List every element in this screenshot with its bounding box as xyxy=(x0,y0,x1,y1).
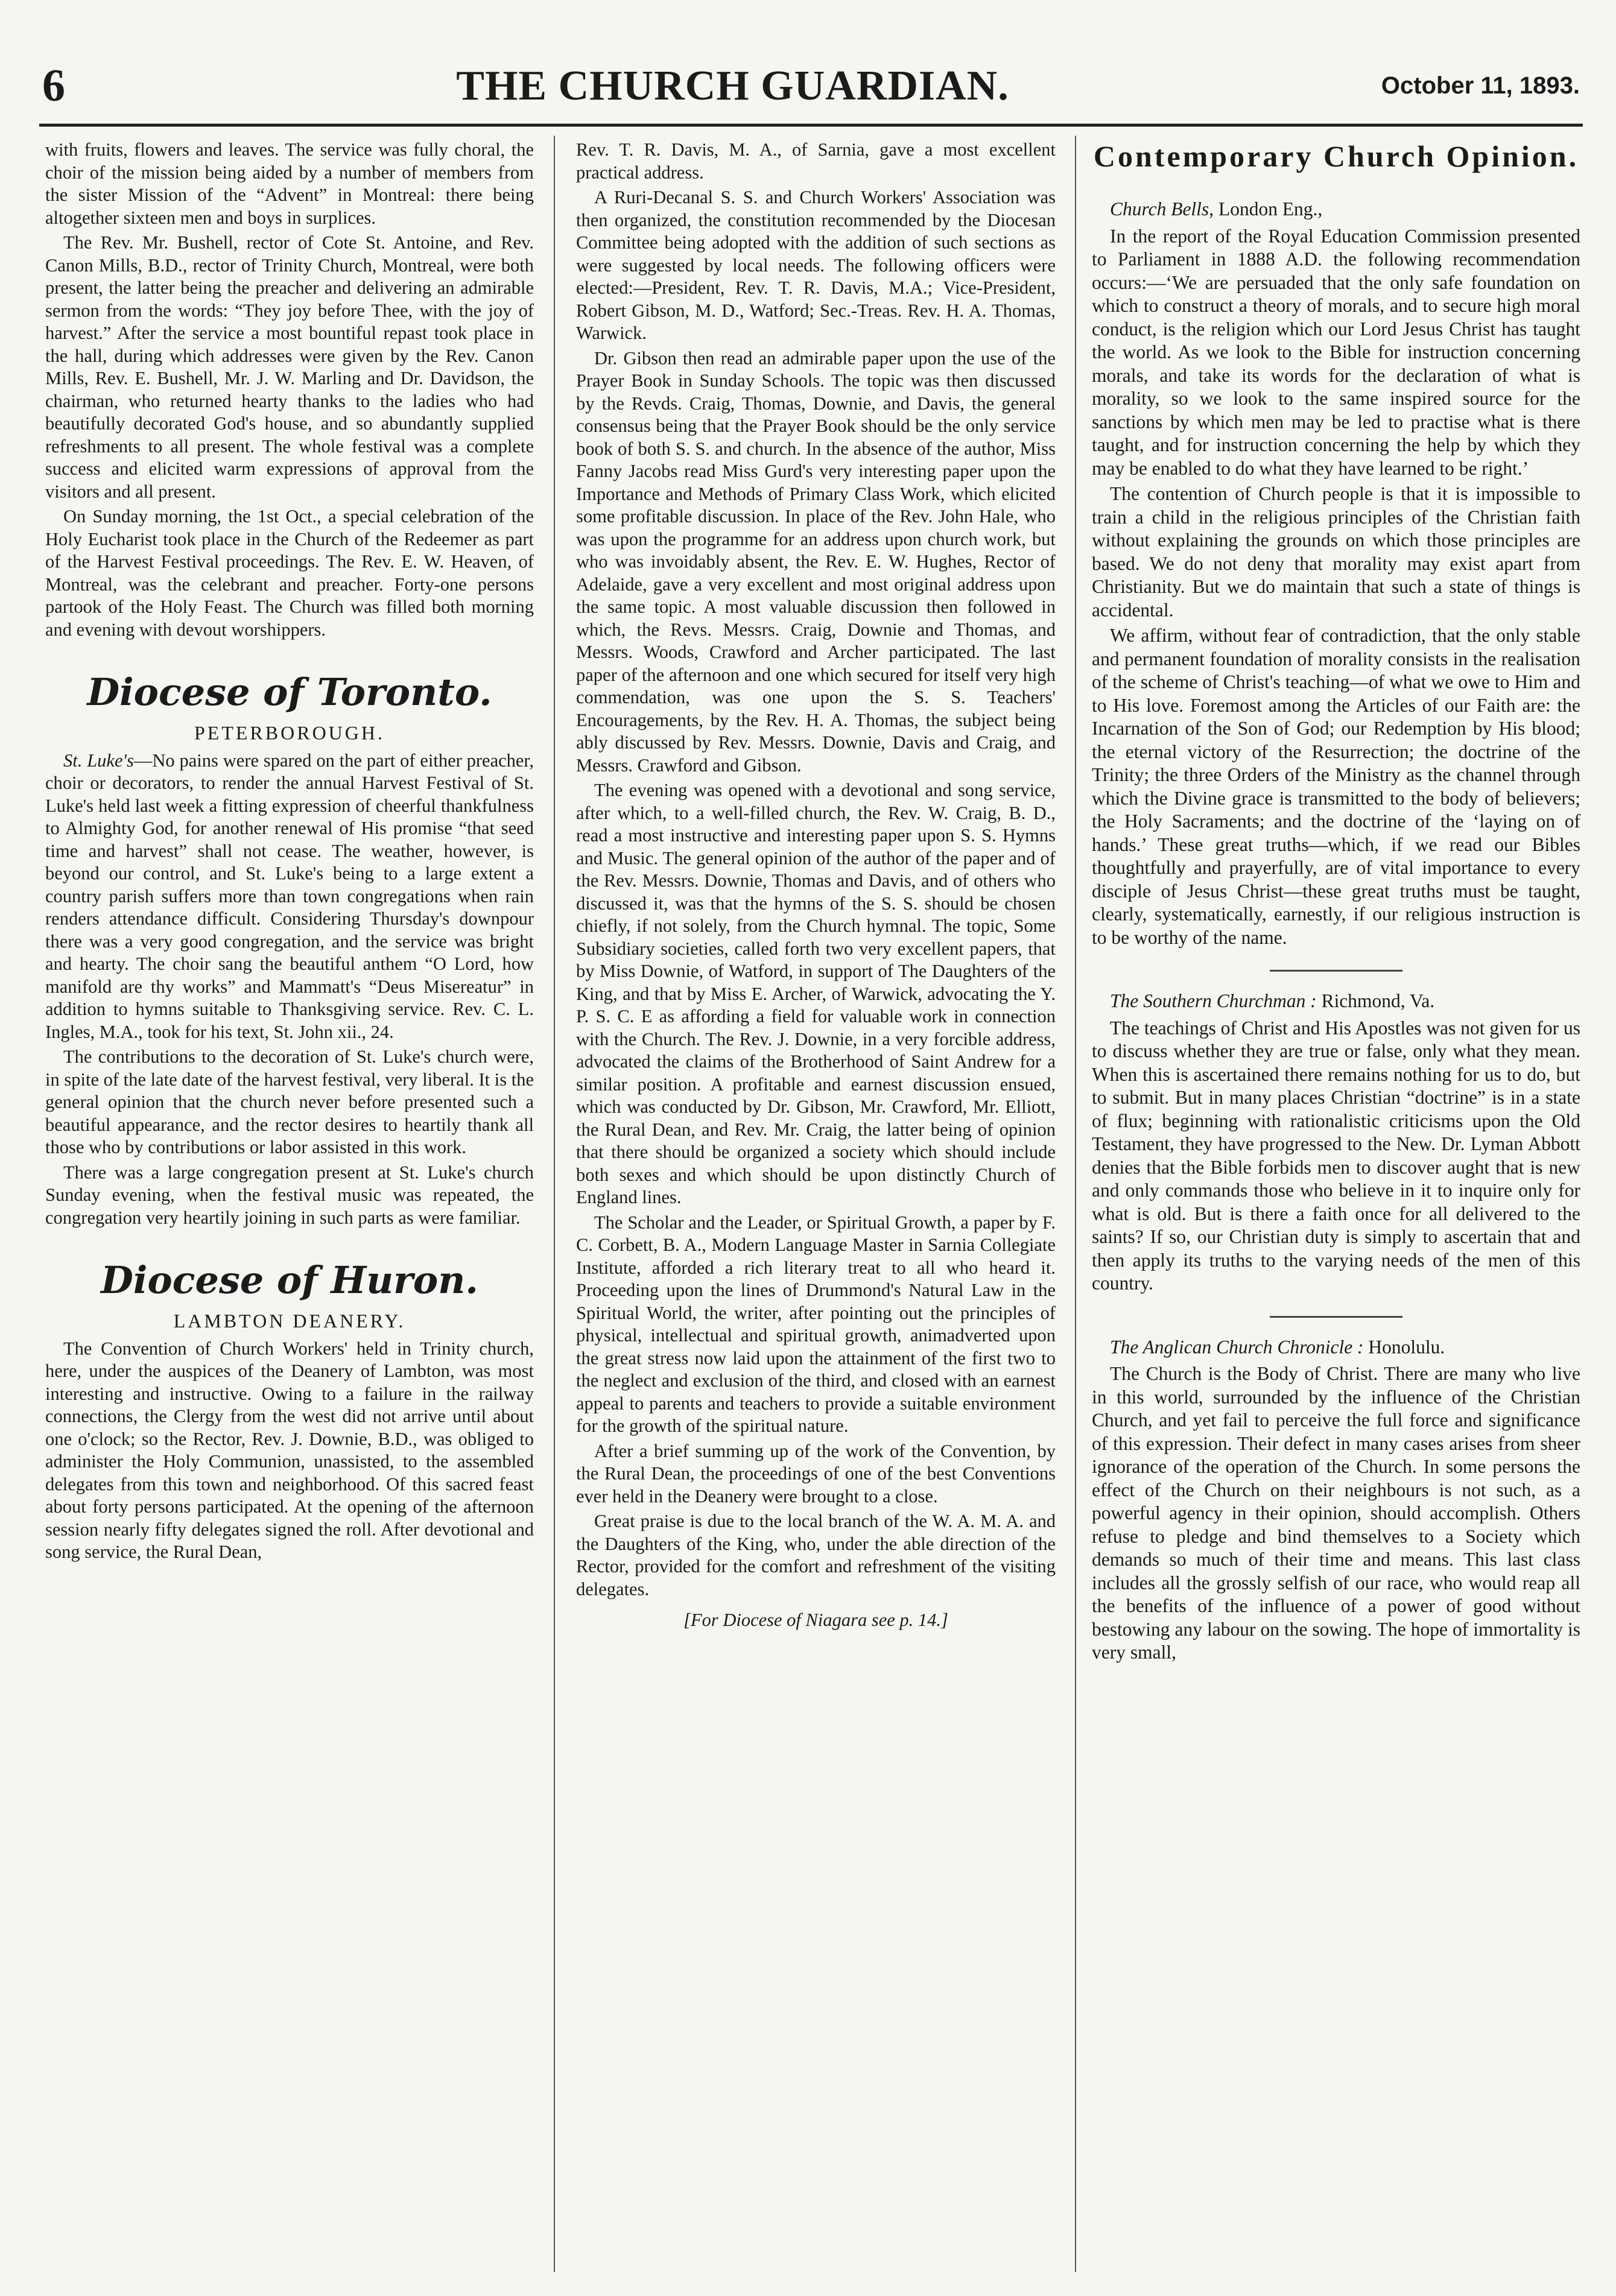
column-divider xyxy=(1075,136,1076,2272)
article-paragraph: Rev. T. R. Davis, M. A., of Sarnia, gave a most excellent practical address. xyxy=(576,139,1056,183)
column-2 xyxy=(576,139,1056,2272)
masthead xyxy=(42,57,1580,115)
article-paragraph: On Sunday morning, the 1st Oct., a special celebration of the Holy Eucharist took place in the Church of the Redeemer as part of the Harvest Festival proceedings. The Rev. E. W. Heaven, of Montreal, was the celebrant and preacher. Forty-one persons partook of the Holy Feast. The Church was filled both morning and evening with devout worshippers. xyxy=(45,506,534,640)
issue-date: October 11, 1893. xyxy=(1381,72,1580,99)
section-divider xyxy=(1270,1316,1402,1318)
source-title: Church Bells xyxy=(1110,198,1209,220)
source-title: The Southern Churchman : xyxy=(1110,990,1317,1011)
article-paragraph: The teachings of Christ and His Apostles was not given for us to discuss whether they are true or false, only what they mean. When this is ascertained there remains nothing for us to do, but to submit. But in many places Christian “doctrine” is in a state of flux; beginning with rationalistic criticisms upon the Old Testament, they have progressed to the New. Dr. Lyman Abbott denies that the Bible forbids men to discover aught that is new and only commands those who believe in it to inquire only for what is old. But is there a faith once for all delivered to the saints? If so, our Christian duty is simply to ascertain that and then apply its truths to the varying needs of the men of this country. xyxy=(1092,1017,1580,1294)
article-paragraph: The contention of Church people is that it is impossible to train a child in the religious principles of the Christian faith without explaining the grounds on which those principles are based. We do not deny that morality may exist apart from Christianity. But we do maintain that such a state of things is accidental. xyxy=(1092,483,1580,621)
source-place: Richmond, Va. xyxy=(1316,990,1435,1011)
section-heading-huron: Diocese of Huron. xyxy=(101,1258,478,1302)
lead-in: St. Luke's xyxy=(63,750,134,771)
cross-reference-note: [For Diocese of Niagara see p. 14.] xyxy=(683,1610,948,1630)
article-paragraph: We affirm, without fear of contradiction, that the only stable and permanent foundation of morality consists in the realisation of the scheme of Christ's teaching—of what we owe to Him and to His love. Foremost among the Articles of our Faith are: the Incarnation of the Son of God; our Redemption by His blood; the eternal victory of the Resurrection; the doctrine of the Trinity; the three Orders of the Ministry as the channel through which the Divine grace is transmitted to the body of believers; the Holy Sacraments; and the doctrine of the ‘laying on of hands.’ These great truths—which, if we read our Bibles thoughtfully and prayerfully, are of vital importance to every disciple of Jesus Christ—these great truths must be taught, clearly, systematically, earnestly, if our religious instruction is to be worthy of the name. xyxy=(1092,625,1580,948)
newspaper-title: THE CHURCH GUARDIAN. xyxy=(456,62,1009,109)
source-place: , London Eng., xyxy=(1209,198,1323,220)
column-1 xyxy=(45,139,534,2272)
source-line xyxy=(1092,1336,1580,1359)
article-paragraph: Great praise is due to the local branch of the W. A. M. A. and the Daughters of the King, who, under the able direction of the Rector, provided for the comfort and refreshment of the visiting delegates. xyxy=(576,1511,1056,1599)
source-place: Honolulu. xyxy=(1363,1336,1445,1358)
source-line xyxy=(1092,990,1580,1013)
place-heading: LAMBTON DEANERY. xyxy=(173,1310,406,1332)
article-paragraph: The evening was opened with a devotional and song service, after which, to a well-filled church, the Rev. W. Craig, B. D., read a most instructive and interesting paper upon S. S. Hymns and Music. The general opinion of the author of the paper and of the Rev. Messrs. Downie, Thomas and Davis, and of others who discussed it, was that the hymns of the S. S. should be chosen chiefly, if not solely, from the Church hymnal. The topic, Some Subsidiary societies, called forth two very excellent papers, that by Miss Downie, of Watford, in support of The Daughters of the King, and that by Miss E. Archer, of Warwick, advocating the Y. P. S. C. E as affording a field for valuable work in connection with the Church. The Rev. J. Downie, in a very forcible address, advocated the claims of the Brotherhood of Saint Andrew for a similar position. A profitable and earnest discussion ensued, which was conducted by Dr. Gibson, Mr. Crawford, Mr. Elliott, the Rural Dean, and Rev. Mr. Craig, the latter being of opinion that there should be organized a society which should include both sexes and which should be upon distinctly Church of England lines. xyxy=(576,780,1056,1207)
place-heading: PETERBOROUGH. xyxy=(194,722,385,744)
article-paragraph xyxy=(45,750,534,1044)
article-paragraph: The Scholar and the Leader, or Spiritual Growth, a paper by F. C. Corbett, B. A., Modern Language Master in Sarnia Collegiate Institute, afforded a rich literary treat to all who heard it. Proceeding upon the lines of Drummond's Natural Law in the Spiritual World, the writer, after pointing out the principles of physical, intellectual and spiritual growth, animadverted upon the great stress now laid upon the attainment of the first two to the neglect and exclusion of the third, and closed with an earnest appeal to parents and teachers to provide a suitable environment for the growth of the spiritual nature. xyxy=(576,1212,1056,1436)
page-number: 6 xyxy=(42,60,65,111)
article-paragraph: The Rev. Mr. Bushell, rector of Cote St. Antoine, and Rev. Canon Mills, B.D., rector of Trinity Church, Montreal, were both present, the latter being the preacher and delivering an admirable sermon from the words: “They joy before Thee, with the joy of harvest.” After the service a most bountiful repast took place in the hall, during which addresses were given by the Rev. Canon Mills, Rev. E. Bushell, Mr. J. W. Marling and Dr. Davidson, the chairman, who returned hearty thanks to the ladies who had beautifully decorated God's house, and so abundantly supplied refreshments to all present. The whole festival was a complete success and elicited warm expressions of approval from the visitors and all present. xyxy=(45,232,534,502)
column-divider xyxy=(554,136,555,2272)
article-paragraph: After a brief summing up of the work of the Convention, by the Rural Dean, the proceedings of one of the best Conventions ever held in the Deanery were brought to a close. xyxy=(576,1440,1056,1507)
article-paragraph: The Convention of Church Workers' held in Trinity church, here, under the auspices of the Deanery of Lambton, was most interesting and instructive. Owing to a failure in the railway connections, the Clergy from the west did not arrive until about one o'clock; so the Rector, Rev. J. Downie, B.D., was obliged to administer the Holy Communion, unassisted, to the assembled delegates from this town and neighborhood. Of this sacred feast about forty persons participated. At the opening of the afternoon session nearly fifty delegates signed the roll. After devotional and song service, the Rural Dean, xyxy=(45,1338,534,1562)
article-paragraph: There was a large congregation present at St. Luke's church Sunday evening, when the festival music was repeated, the congregation very heartily joining in such parts as were familiar. xyxy=(45,1162,534,1228)
article-paragraph: Dr. Gibson then read an admirable paper upon the use of the Prayer Book in Sunday Schools. The topic was then discussed by the Revds. Craig, Thomas, Downie, and Davis, the general consensus being that the Prayer Book should be the only service book of both S. S. and church. In the absence of the author, Miss Fanny Jacobs read Miss Gurd's very interesting paper upon the Importance and Methods of Primary Class Work, which elicited some profitable discussion. In place of the Rev. John Hale, who was upon the programme for an address upon church work, but who was invoidably absent, the Rev. E. W. Hughes, Rector of Adelaide, gave a very excellent and most original address upon the same topic. A most valuable discussion then followed in which, the Revs. Messrs. Craig, Downie and Thomas, and Messrs. Woods, Crawford and Archer participated. The last paper of the afternoon and one which secured for itself very high commendation, was one upon the S. S. Teachers' Encouragements, by the Rev. H. A. Thomas, the subject being ably discussed by Rev. Messrs. Downie, Davis and Craig, and Messrs. Crawford and Gibson. xyxy=(576,347,1056,776)
article-paragraph: with fruits, flowers and leaves. The service was fully choral, the choir of the mission being aided by a number of members from the sister Mission of the “Advent” in Montreal: there being altogether sixteen men and boys in surplices. xyxy=(45,139,534,228)
source-line xyxy=(1092,198,1580,221)
section-divider xyxy=(1270,970,1402,972)
section-heading-toronto: Diocese of Toronto. xyxy=(87,670,492,714)
masthead-rule xyxy=(39,124,1583,127)
article-paragraph: A Ruri-Decanal S. S. and Church Workers' Association was then organized, the constitution recommended by the Diocesan Committee being adopted with the addition of such sections as were suggested by local needs. The following officers were elected:—President, Rev. T. R. Davis, M.A.; Vice-President, Robert Gibson, M. D., Watford; Sec.-Treas. Rev. H. A. Thomas, Warwick. xyxy=(576,187,1056,343)
section-heading-opinion: Contemporary Church Opinion. xyxy=(1093,139,1579,173)
source-title: The Anglican Church Chronicle : xyxy=(1110,1336,1364,1358)
article-paragraph: In the report of the Royal Education Commission presented to Parliament in 1888 A.D. the following recommendation occurs:—‘We are persuaded that the only safe foundation on which to construct a theory of morals, and to secure high moral conduct, is the religion which our Lord Jesus Christ has taught the world. As we look to the Bible for instruction concerning morals, and take its words for the declaration of what is morality, so we look to the same inspired source for the sanctions by which men may be led to practise what is there taught, and for instruction concerning the help by which they may be enabled to do what they have learned to be right.’ xyxy=(1092,225,1580,479)
article-paragraph: The contributions to the decoration of St. Luke's church were, in spite of the late date of the harvest festival, very liberal. It is the general opinion that the church never before presented such a beautiful appearance, and the rector desires to heartily thank all those who by contributions or labor assisted in this work. xyxy=(45,1046,534,1157)
column-3 xyxy=(1092,139,1580,2272)
article-paragraph: The Church is the Body of Christ. There are many who live in this world, surrounded by the influence of the Christian Church, and yet fail to perceive the full force and significance of this expression. Their defect in many cases arises from sheer ignorance of the operation of the Church. In some persons the effect of the Church on their neighbours is not such, as a powerful agency in their opinion, should accomplish. Others refuse to pledge and bind themselves to a Society which demands so much of their time and means. This last class includes all the grossly selfish of our race, who would reap all the benefits of the influence of a power of good without bestowing any labour on the sowing. The hope of immortality is very small, xyxy=(1092,1363,1580,1663)
paragraph-body: —No pains were spared on the part of either preacher, choir or decorators, to render the annual Harvest Festival of St. Luke's held last week a fitting expression of cheerful thankfulness to Almighty God, for another renewal of His promise “that seed time and harvest” shall not cease. The weather, however, is beyond our control, and St. Luke's being to a large extent a country parish suffers more than town congregations when rain renders attendance difficult. Considering Thursday's downpour there was a very good congregation, and the service was bright and hearty. The choir sang the beautiful anthem “O Lord, how manifold are thy works” and Mammatt's “Deus Misereatur” in addition to hymns suitable to Thanksgiving service. Rev. C. L. Ingles, M.A., took for his text, St. John xii., 24. xyxy=(45,750,534,1042)
